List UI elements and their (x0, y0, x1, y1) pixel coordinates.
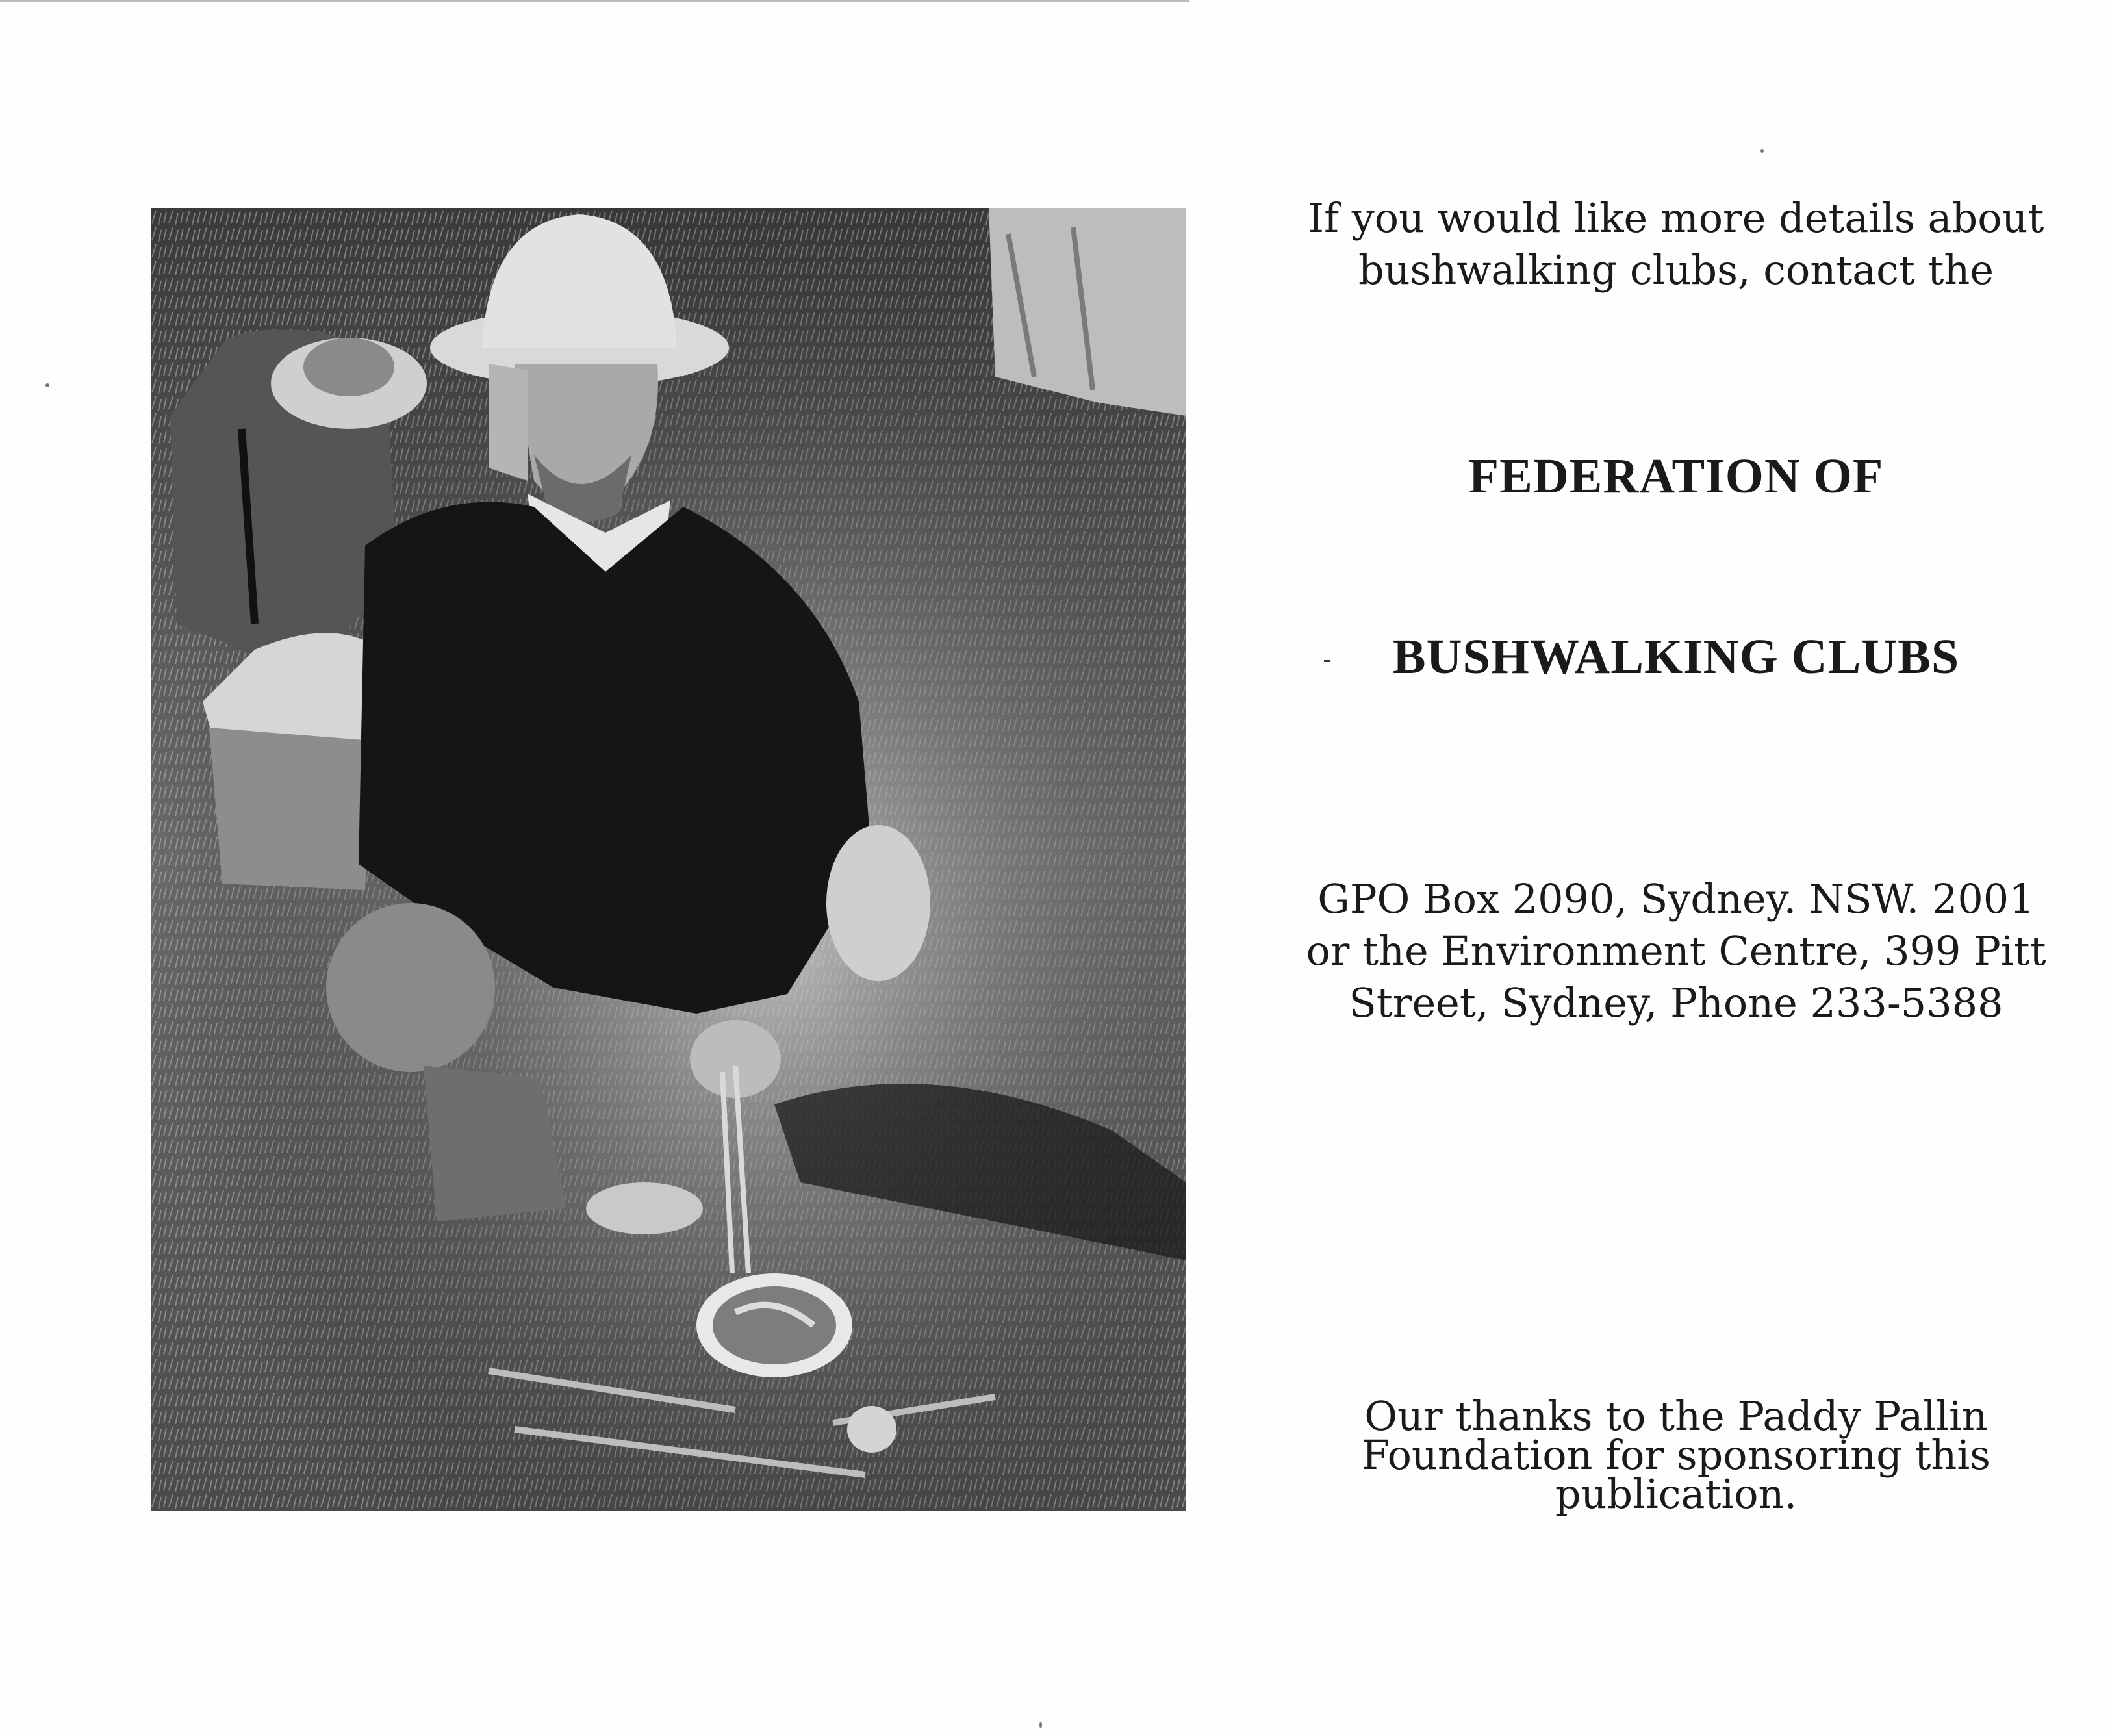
thanks-line-1: Our thanks to the Paddy Pallin (1364, 1392, 1988, 1440)
intro-line-2: bushwalking clubs, contact the (1358, 246, 1994, 294)
address-line-2: or the Environment Centre, 399 Pitt (1306, 927, 2046, 975)
thanks-line-3: publication. (1555, 1470, 1798, 1518)
address-line-3: Street, Sydney, Phone 233-5388 (1349, 979, 2003, 1027)
scan-speck (45, 383, 49, 387)
address-line-1: GPO Box 2090, Sydney. NSW. 2001 (1317, 875, 2035, 923)
photo-illustration (151, 208, 1186, 1511)
heading-federation: FEDERATION OF (1468, 449, 1884, 504)
sponsor-thanks (1293, 1392, 2059, 1518)
scan-speck (1039, 1722, 1042, 1728)
scan-speck (1760, 149, 1764, 153)
scan-edge (0, 0, 1189, 2)
contact-address (1293, 873, 2059, 1029)
thanks-line-2: Foundation for sponsoring this (1362, 1431, 1990, 1479)
heading-line-2: BUSHWALKING CLUBS (1392, 630, 1960, 684)
stray-mark (1324, 660, 1330, 662)
intro-line-1: If you would like more details about (1308, 194, 2044, 242)
photo-bushwalker-cooking (151, 208, 1186, 1511)
heading-bushwalking-clubs (1293, 629, 2059, 685)
intro-text (1293, 192, 2059, 296)
